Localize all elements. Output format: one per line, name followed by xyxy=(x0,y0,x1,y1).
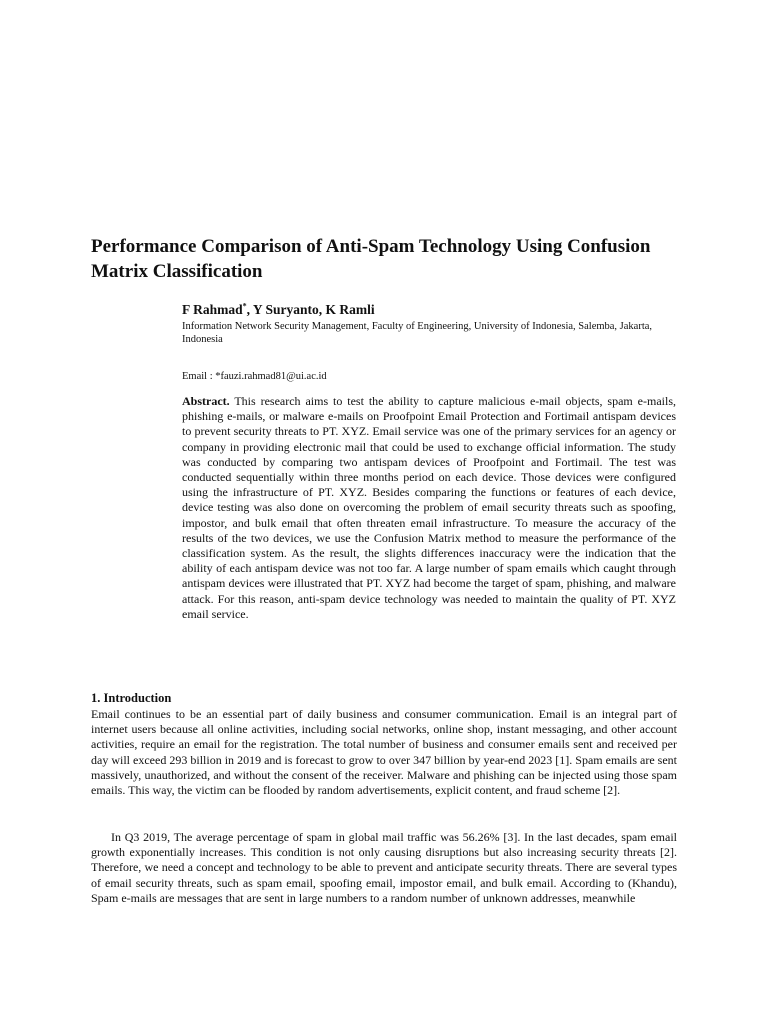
corresponding-author-mark: * xyxy=(242,301,247,311)
author-list xyxy=(182,302,375,318)
contact-email: Email : *fauzi.rahmad81@ui.ac.id xyxy=(182,371,327,382)
first-author: F Rahmad xyxy=(182,302,243,317)
introduction-paragraph-1: Email continues to be an essential part of daily business and consumer communication. Email is an integral part of internet users because all online activities, including social networks, online shop, instant messaging, and other account activities, require an email for the registration. The total number of business and consumer emails sent and received per day will exceed 293 billion in 2019 and is forecast to grow to over 347 billion by year-end 2023 [1]. Spam emails are sent massively, unauthorized, and without the consent of the receiver. Malware and phishing can be injected using those spam emails. This way, the victim can be flooded by random advertisements, explicit content, and fraud scheme [2]. xyxy=(91,707,677,798)
abstract xyxy=(182,394,676,622)
introduction-paragraph-2: In Q3 2019, The average percentage of spam in global mail traffic was 56.26% [3]. In the last decades, spam email growth exponentially increases. This condition is not only causing disruptions but also increasing security threats [2]. Therefore, we need a concept and technology to be able to prevent and anticipate security threats. There are several types of email security threats, such as spam email, spoofing email, impostor email, and bulk email. According to (Khandu), Spam e-mails are messages that are sent in large numbers to a random number of unknown addresses, meanwhile xyxy=(91,830,677,905)
other-authors: , Y Suryanto, K Ramli xyxy=(246,302,375,317)
section-heading-introduction: 1. Introduction xyxy=(91,691,172,705)
abstract-text: This research aims to test the ability to capture malicious e-mail objects, spam e-mails, phishing e-mails, or malware e-mails on Proofpoint Email Protection and Fortimail antispam devices to prevent security threats to PT. XYZ. Email service was one of the primary services for an agency or company in providing electronic mail that could be used to exchange official information. The study was conducted by comparing two antispam devices of Proofpoint and Fortimail. The test was conducted sequentially within three months period on each device. Those devices were configured using the infrastructure of PT. XYZ. Besides comparing the functions or features of each device, device testing was also done on overcoming the problem of email security threats such as spoofing, impostor, and bulk email that often threaten email infrastructure. To measure the accuracy of the results of the two devices, we use the Confusion Matrix method to measure the performance of the classification system. As the result, the slights differences inaccuracy were the indication that the ability of each antispam device was not too far. A large number of spam emails which caught through antispam devices were illustrated that PT. XYZ had become the target of spam, phishing, and malware attack. For this reason, anti-spam device technology was needed to maintain the quality of PT. XYZ email service. xyxy=(182,394,676,621)
paper-title: Performance Comparison of Anti-Spam Technology Using Confusion Matrix Classification xyxy=(91,236,651,282)
author-affiliation: Information Network Security Management, Faculty of Engineering, University of Indonesia, Salemba, Jakarta, Indonesia xyxy=(182,321,653,345)
abstract-label: Abstract. xyxy=(182,394,230,408)
